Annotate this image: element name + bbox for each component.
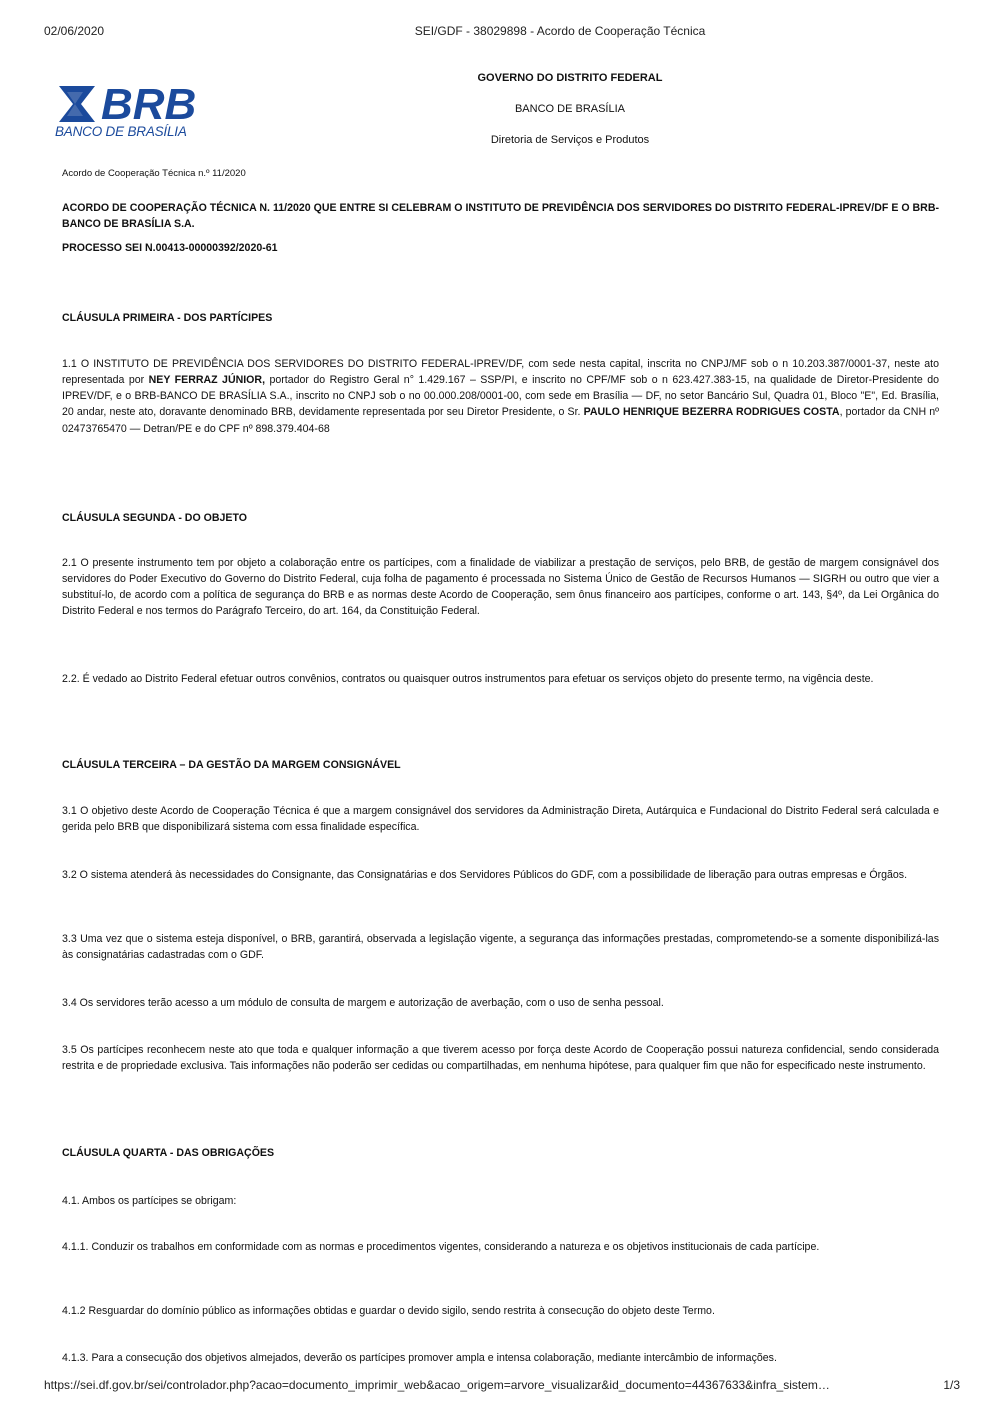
clausula1-heading: CLÁUSULA PRIMEIRA - DOS PARTÍCIPES [62,311,273,324]
print-url: https://sei.df.gov.br/sei/controlador.php?acao=documento_imprimir_web&acao_origem=arvore_visualizar&id_documento=44367633&infra_sistem… [44,1378,830,1392]
representative-name-brb: PAULO HENRIQUE BEZERRA RODRIGUES COSTA [583,406,840,419]
org-directorate: Diretoria de Serviços e Produtos [490,134,650,146]
org-bank: BANCO DE BRASÍLIA [514,103,626,115]
clausula1-text-a: 1.1 O INSTITUTO DE PREVIDÊNCIA DOS SERVIDORES DO DISTRITO FEDERAL-IPREV/DF, com sede nesta capital, inscrita no CNPJ/MF sob o n 10.203.387/0001-37, neste ato representada por [62,357,939,386]
doc-title: ACORDO DE COOPERAÇÃO TÉCNICA N. 11/2020 QUE ENTRE SI CELEBRAM O INSTITUTO DE PREVIDÊNCIA DOS SERVIDORES DO DISTRITO FEDERAL-IPREV/DF E O BRB-BANCO DE BRASÍLIA S.A. [62,201,939,230]
clausula4-paragraph-4-1-3: 4.1.3. Para a consecução dos objetivos almejados, deverão os partícipes promover ampla e intensa colaboração, mediante intercâmbio de informações. [62,1351,777,1364]
doc-reference: Acordo de Cooperação Técnica n.º 11/2020 [62,168,246,179]
brb-logo-icon [57,78,207,124]
clausula1-text-b: portador do Registro Geral n° 1.429.167 – SSP/PI, e inscrito no CPF/MF sob o n 623.427.383-15, na qualidade de Diretor-Presidente do IPREV/DF, e o BRB-BANCO DE BRASÍLIA S.A., inscrito no CNPJ sob o no 00.000.208/0001-00, com sede em Brasília — DF, no setor Bancário Sul, Quadra 01, Bloco "E", Ed. Brasília, 20 andar, neste ato, doravante denominado BRB, devidamente representada por seu Diretor Presidente, o Sr. [62,373,939,419]
clausula3-paragraph-3-5: 3.5 Os partícipes reconhecem neste ato que toda e qualquer informação a que tiverem acesso por força deste Acordo de Cooperação possui natureza confidencial, sendo considerada restrita e de propriedade exclusiva. Tais informações não poderão ser cedidas ou compartilhadas, em nenhuma hipótese, para qualquer fim que não for especificado neste instrumento. [62,1043,939,1072]
clausula4-paragraph-4-1-1: 4.1.1. Conduzir os trabalhos em conformidade com as normas e procedimentos vigentes, considerando a natureza e os objetivos institucionais de cada partícipe. [62,1240,820,1253]
clausula3-paragraph-3-2: 3.2 O sistema atenderá às necessidades do Consignante, das Consignatárias e dos Servidores Públicos do GDF, com a possibilidade de liberação para outras empresas e Órgãos. [62,868,908,881]
clausula3-paragraph-3-1: 3.1 O objetivo deste Acordo de Cooperação Técnica é que a margem consignável dos servidores da Administração Direta, Autárquica e Fundacional do Distrito Federal será calculada e gerida pelo BRB que disponibilizará sistema com essa finalidade específica. [62,804,939,833]
brb-logo-text: BRB [101,80,197,124]
brb-logo-subtitle: BANCO DE BRASÍLIA [55,124,187,139]
clausula1-paragraph-1-1 [62,356,939,437]
clausula4-paragraph-4-1: 4.1. Ambos os partícipes se obrigam: [62,1194,237,1207]
org-government: GOVERNO DO DISTRITO FEDERAL [477,72,663,84]
print-header [0,24,1000,44]
doc-process: PROCESSO SEI N.00413-00000392/2020-61 [62,241,278,254]
clausula4-paragraph-4-1-2: 4.1.2 Resguardar do domínio público as informações obtidas e guardar o devido sigilo, sendo restrita à consecução do objeto deste Termo. [62,1304,715,1317]
clausula4-heading: CLÁUSULA QUARTA - DAS OBRIGAÇÕES [62,1146,275,1159]
clausula3-paragraph-3-4: 3.4 Os servidores terão acesso a um módulo de consulta de margem e autorização de averbação, com o uso de senha pessoal. [62,996,664,1009]
clausula2-paragraph-2-1: 2.1 O presente instrumento tem por objeto a colaboração entre os partícipes, com a finalidade de viabilizar a prestação de serviços, pelo BRB, de gestão de margem consignável dos servidores do Poder Executivo do Governo do Distrito Federal, cuja folha de pagamento é processada no Sistema Único de Gestão de Recursos Humanos — SIGRH ou outro que vier a substituí-lo, de acordo com a política de segurança do BRB e as normas deste Acordo de Cooperação, sem ônus financeiro aos partícipes, conforme o art. 143, §4º, da Lei Orgânica do Distrito Federal e nos termos do Parágrafo Terceiro, do art. 164, da Constituição Federal. [62,556,939,618]
clausula3-heading: CLÁUSULA TERCEIRA – DA GESTÃO DA MARGEM CONSIGNÁVEL [62,758,401,771]
clausula1-text-c: , portador da CNH nº 02473765470 — Detran/PE e do CPF nº 898.379.404-68 [62,406,939,435]
page-number: 1/3 [943,1378,960,1392]
print-title: SEI/GDF - 38029898 - Acordo de Cooperação Técnica [414,24,706,38]
clausula3-paragraph-3-3: 3.3 Uma vez que o sistema esteja disponível, o BRB, garantirá, observada a legislação vigente, a segurança das informações prestadas, comprometendo-se a somente disponibilizá-las às consignatárias cadastradas com o GDF. [62,932,939,961]
clausula2-paragraph-2-2: 2.2. É vedado ao Distrito Federal efetuar outros convênios, contratos ou quaisquer outros instrumentos para efetuar os serviços objeto do presente termo, na vigência deste. [62,672,874,685]
clausula2-heading: CLÁUSULA SEGUNDA - DO OBJETO [62,511,248,524]
representative-name-iprev: NEY FERRAZ JÚNIOR, [148,373,266,386]
print-date: 02/06/2020 [44,24,105,38]
